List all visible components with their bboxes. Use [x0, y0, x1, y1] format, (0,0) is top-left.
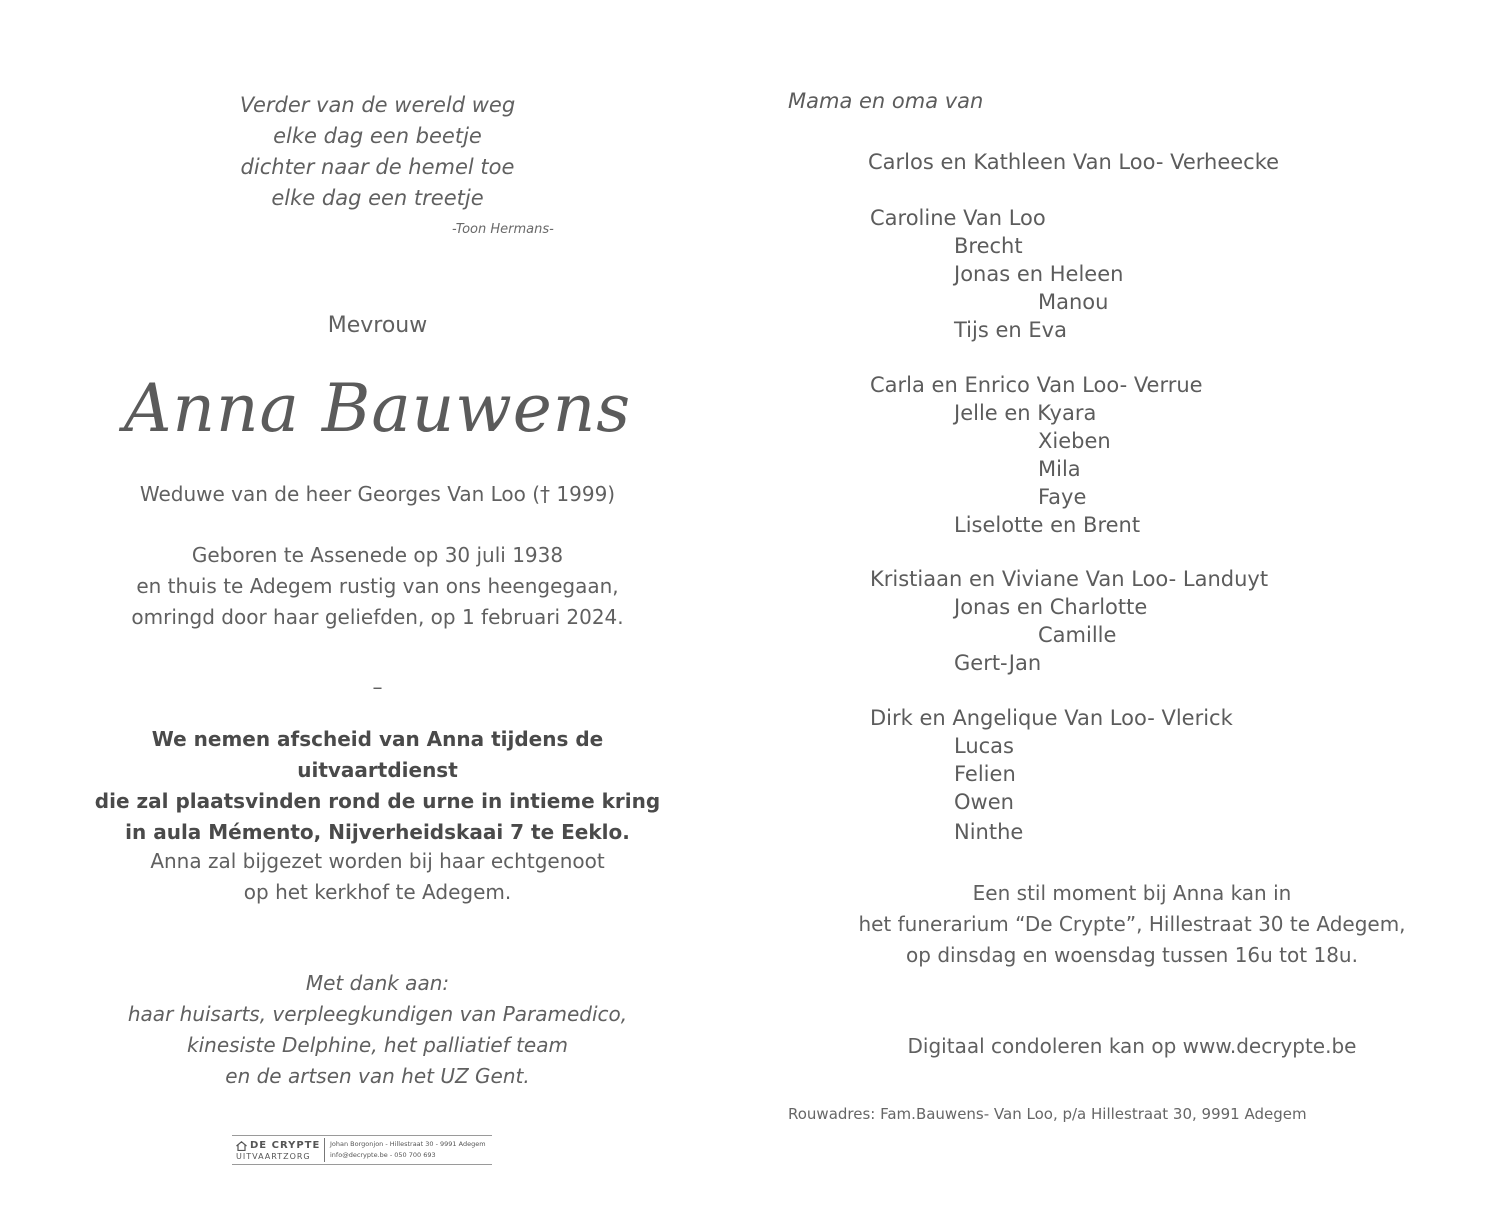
visit-line: Een stil moment bij Anna kan in	[972, 881, 1292, 905]
poem-author: -Toon Hermans-	[452, 222, 554, 237]
burial	[75, 846, 680, 908]
widow-text: Weduwe van de heer Georges Van Loo († 1999)	[139, 482, 616, 506]
grandchild: Lucas	[954, 734, 1014, 758]
ceremony-line: in aula Mémento, Nijverheidskaai 7 te Eeklo.	[125, 820, 630, 844]
visit-info	[832, 878, 1432, 971]
grandchild: Jonas en Charlotte	[954, 595, 1148, 619]
family-member: Carla en Enrico Van Loo- Verrue	[870, 373, 1203, 397]
logo-mark	[234, 1139, 322, 1161]
ceremony-line: die zal plaatsvinden rond de urne in intieme kring	[94, 789, 661, 813]
burial-line: Anna zal bijgezet worden bij haar echtgenoot	[150, 849, 605, 873]
thanks-line: haar huisarts, verpleegkundigen van Paramedico,	[127, 1002, 628, 1026]
grandchild: Liselotte en Brent	[954, 513, 1141, 537]
birth-death-line: en thuis te Adegem rustig van ons heengegaan,	[136, 574, 619, 598]
family-member: Carlos en Kathleen Van Loo- Verheecke	[868, 150, 1280, 174]
ceremony-line: We nemen afscheid van Anna tijdens de uitvaartdienst	[151, 727, 604, 782]
poem-line: elke dag een treetje	[271, 186, 484, 210]
logo-divider	[324, 1138, 325, 1162]
grandchild: Jonas en Heleen	[954, 262, 1124, 286]
great-grandchild: Mila	[1038, 457, 1081, 481]
visit-line: het funerarium “De Crypte”, Hillestraat 30 te Adegem,	[858, 912, 1406, 936]
mourning-address: Rouwadres: Fam.Bauwens- Van Loo, p/a Hillestraat 30, 9991 Adegem	[788, 1105, 1307, 1123]
birth-death	[75, 540, 680, 633]
birth-death-line: omringd door haar geliefden, op 1 februari 2024.	[131, 605, 624, 629]
ceremony	[75, 724, 680, 848]
poem-line: Verder van de wereld weg	[239, 93, 516, 117]
logo-brand: DE CRYPTE	[250, 1140, 321, 1151]
grandchild: Tijs en Eva	[954, 318, 1067, 342]
family-member: Dirk en Angelique Van Loo- Vlerick	[870, 706, 1233, 730]
deceased-name: Anna Bauwens	[123, 370, 632, 447]
thanks-line: kinesiste Delphine, het palliatief team	[187, 1033, 568, 1057]
funeral-home-logo	[232, 1135, 492, 1165]
thanks-line: Met dank aan:	[305, 971, 450, 995]
logo-subtitle: UITVAARTZORG	[236, 1152, 311, 1161]
birth-death-line: Geboren te Assenede op 30 juli 1938	[191, 543, 564, 567]
poem	[75, 90, 680, 214]
condolence-link[interactable]: Digitaal condoleren kan op www.decrypte.be	[907, 1034, 1357, 1058]
logo-contact: info@decrypte.be - 050 700 693	[330, 1151, 436, 1159]
great-grandchild: Xieben	[1038, 429, 1111, 453]
grandchild: Felien	[954, 762, 1016, 786]
family-member: Caroline Van Loo	[870, 206, 1046, 230]
poem-line: dichter naar de hemel toe	[240, 155, 515, 179]
family-member: Kristiaan en Viviane Van Loo- Landuyt	[870, 567, 1269, 591]
thanks	[75, 968, 680, 1092]
family-heading: Mama en oma van	[788, 89, 984, 113]
thanks-line: en de artsen van het UZ Gent.	[225, 1064, 530, 1088]
great-grandchild: Manou	[1038, 290, 1109, 314]
logo-address: Johan Borgonjon - Hillestraat 30 - 9991 Adegem	[330, 1140, 486, 1148]
grandchild: Brecht	[954, 234, 1023, 258]
salutation: Mevrouw	[327, 313, 428, 338]
house-icon	[236, 1141, 247, 1151]
visit-line: op dinsdag en woensdag tussen 16u tot 18u.	[906, 943, 1358, 967]
grandchild: Ninthe	[954, 820, 1024, 844]
poem-line: elke dag een beetje	[273, 124, 482, 148]
great-grandchild: Camille	[1038, 623, 1117, 647]
great-grandchild: Faye	[1038, 485, 1087, 509]
grandchild: Gert-Jan	[954, 651, 1042, 675]
burial-line: op het kerkhof te Adegem.	[243, 880, 512, 904]
grandchild: Owen	[954, 790, 1014, 814]
separator: –	[372, 675, 383, 699]
grandchild: Jelle en Kyara	[954, 401, 1097, 425]
